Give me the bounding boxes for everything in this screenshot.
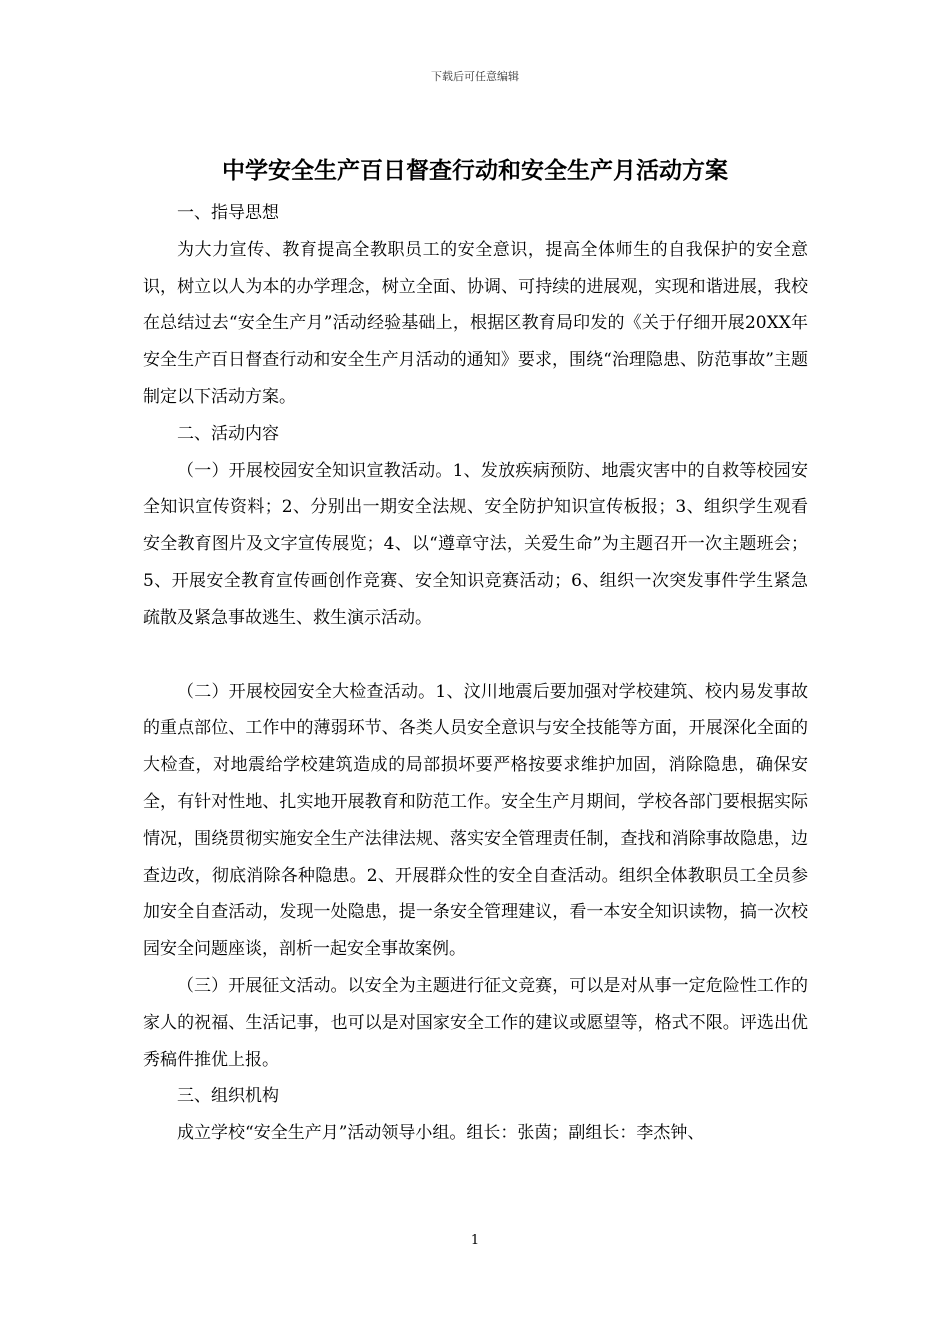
document-body — [143, 195, 808, 1152]
paragraph-guiding-thought: 为大力宣传、教育提高全教职员工的安全意识，提高全体师生的自我保护的安全意识，树立以人为本的办学理念，树立全面、协调、可持续的进展观，实现和谐进展，我校在总结过去“安全生产月”活动经验基础上，根据区教育局印发的《关于仔细开展20XX年安全生产百日督查行动和安全生产月活动的通知》要求，围绕“治理隐患、防范事故”主题制定以下活动方案。 — [143, 239, 808, 407]
paragraph-organization: 成立学校“安全生产月”活动领导小组。组长：张茵；副组长：李杰钟、 — [177, 1123, 705, 1144]
document-title: 中学安全生产百日督查行动和安全生产月活动方案 — [222, 158, 728, 184]
paragraph-activity-1: （一）开展校园安全知识宣教活动。1、发放疾病预防、地震灾害中的自救等校园安全知识宣传资料；2、分别出一期安全法规、安全防护知识宣传板报；3、组织学生观看安全教育图片及文字宣传展览；4、以“遵章守法，关爱生命”为主题召开一次主题班会；5、开展安全教育宣传画创作竞赛、安全知识竞赛活动；6、组织一次突发事件学生紧急疏散及紧急事故逃生、救生演示活动。 — [143, 460, 808, 628]
paragraph-activity-3: （三）开展征文活动。以安全为主题进行征文竞赛，可以是对从事一定危险性工作的家人的祝福、生活记事，也可以是对国家安全工作的建议或愿望等，格式不限。评选出优秀稿件推优上报。 — [143, 975, 808, 1070]
paragraph-gap — [143, 637, 808, 674]
header-note: 下载后可任意编辑 — [431, 70, 519, 83]
section-heading-guiding-thought: 一、指导思想 — [177, 203, 279, 223]
paragraph-activity-2: （二）开展校园安全大检查活动。1、汶川地震后要加强对学校建筑、校内易发事故的重点部位、工作中的薄弱环节、各类人员安全意识与安全技能等方面，开展深化全面的大检查，对地震给学校建筑造成的局部损坏要严格按要求维护加固，消除隐患，确保安全，有针对性地、扎实地开展教育和防范工作。安全生产月期间，学校各部门要根据实际情况，围绕贯彻实施安全生产法律法规、落实安全管理责任制，查找和消除事故隐患，边查边改，彻底消除各种隐患。2、开展群众性的安全自查活动。组织全体教职员工全员参加安全自查活动，发现一处隐患，提一条安全管理建议，看一本安全知识读物，搞一次校园安全问题座谈，剖析一起安全事故案例。 — [143, 681, 808, 960]
section-heading-organization: 三、组织机构 — [177, 1086, 279, 1107]
page-number: 1 — [470, 1233, 480, 1248]
section-heading-activities: 二、活动内容 — [177, 423, 279, 444]
